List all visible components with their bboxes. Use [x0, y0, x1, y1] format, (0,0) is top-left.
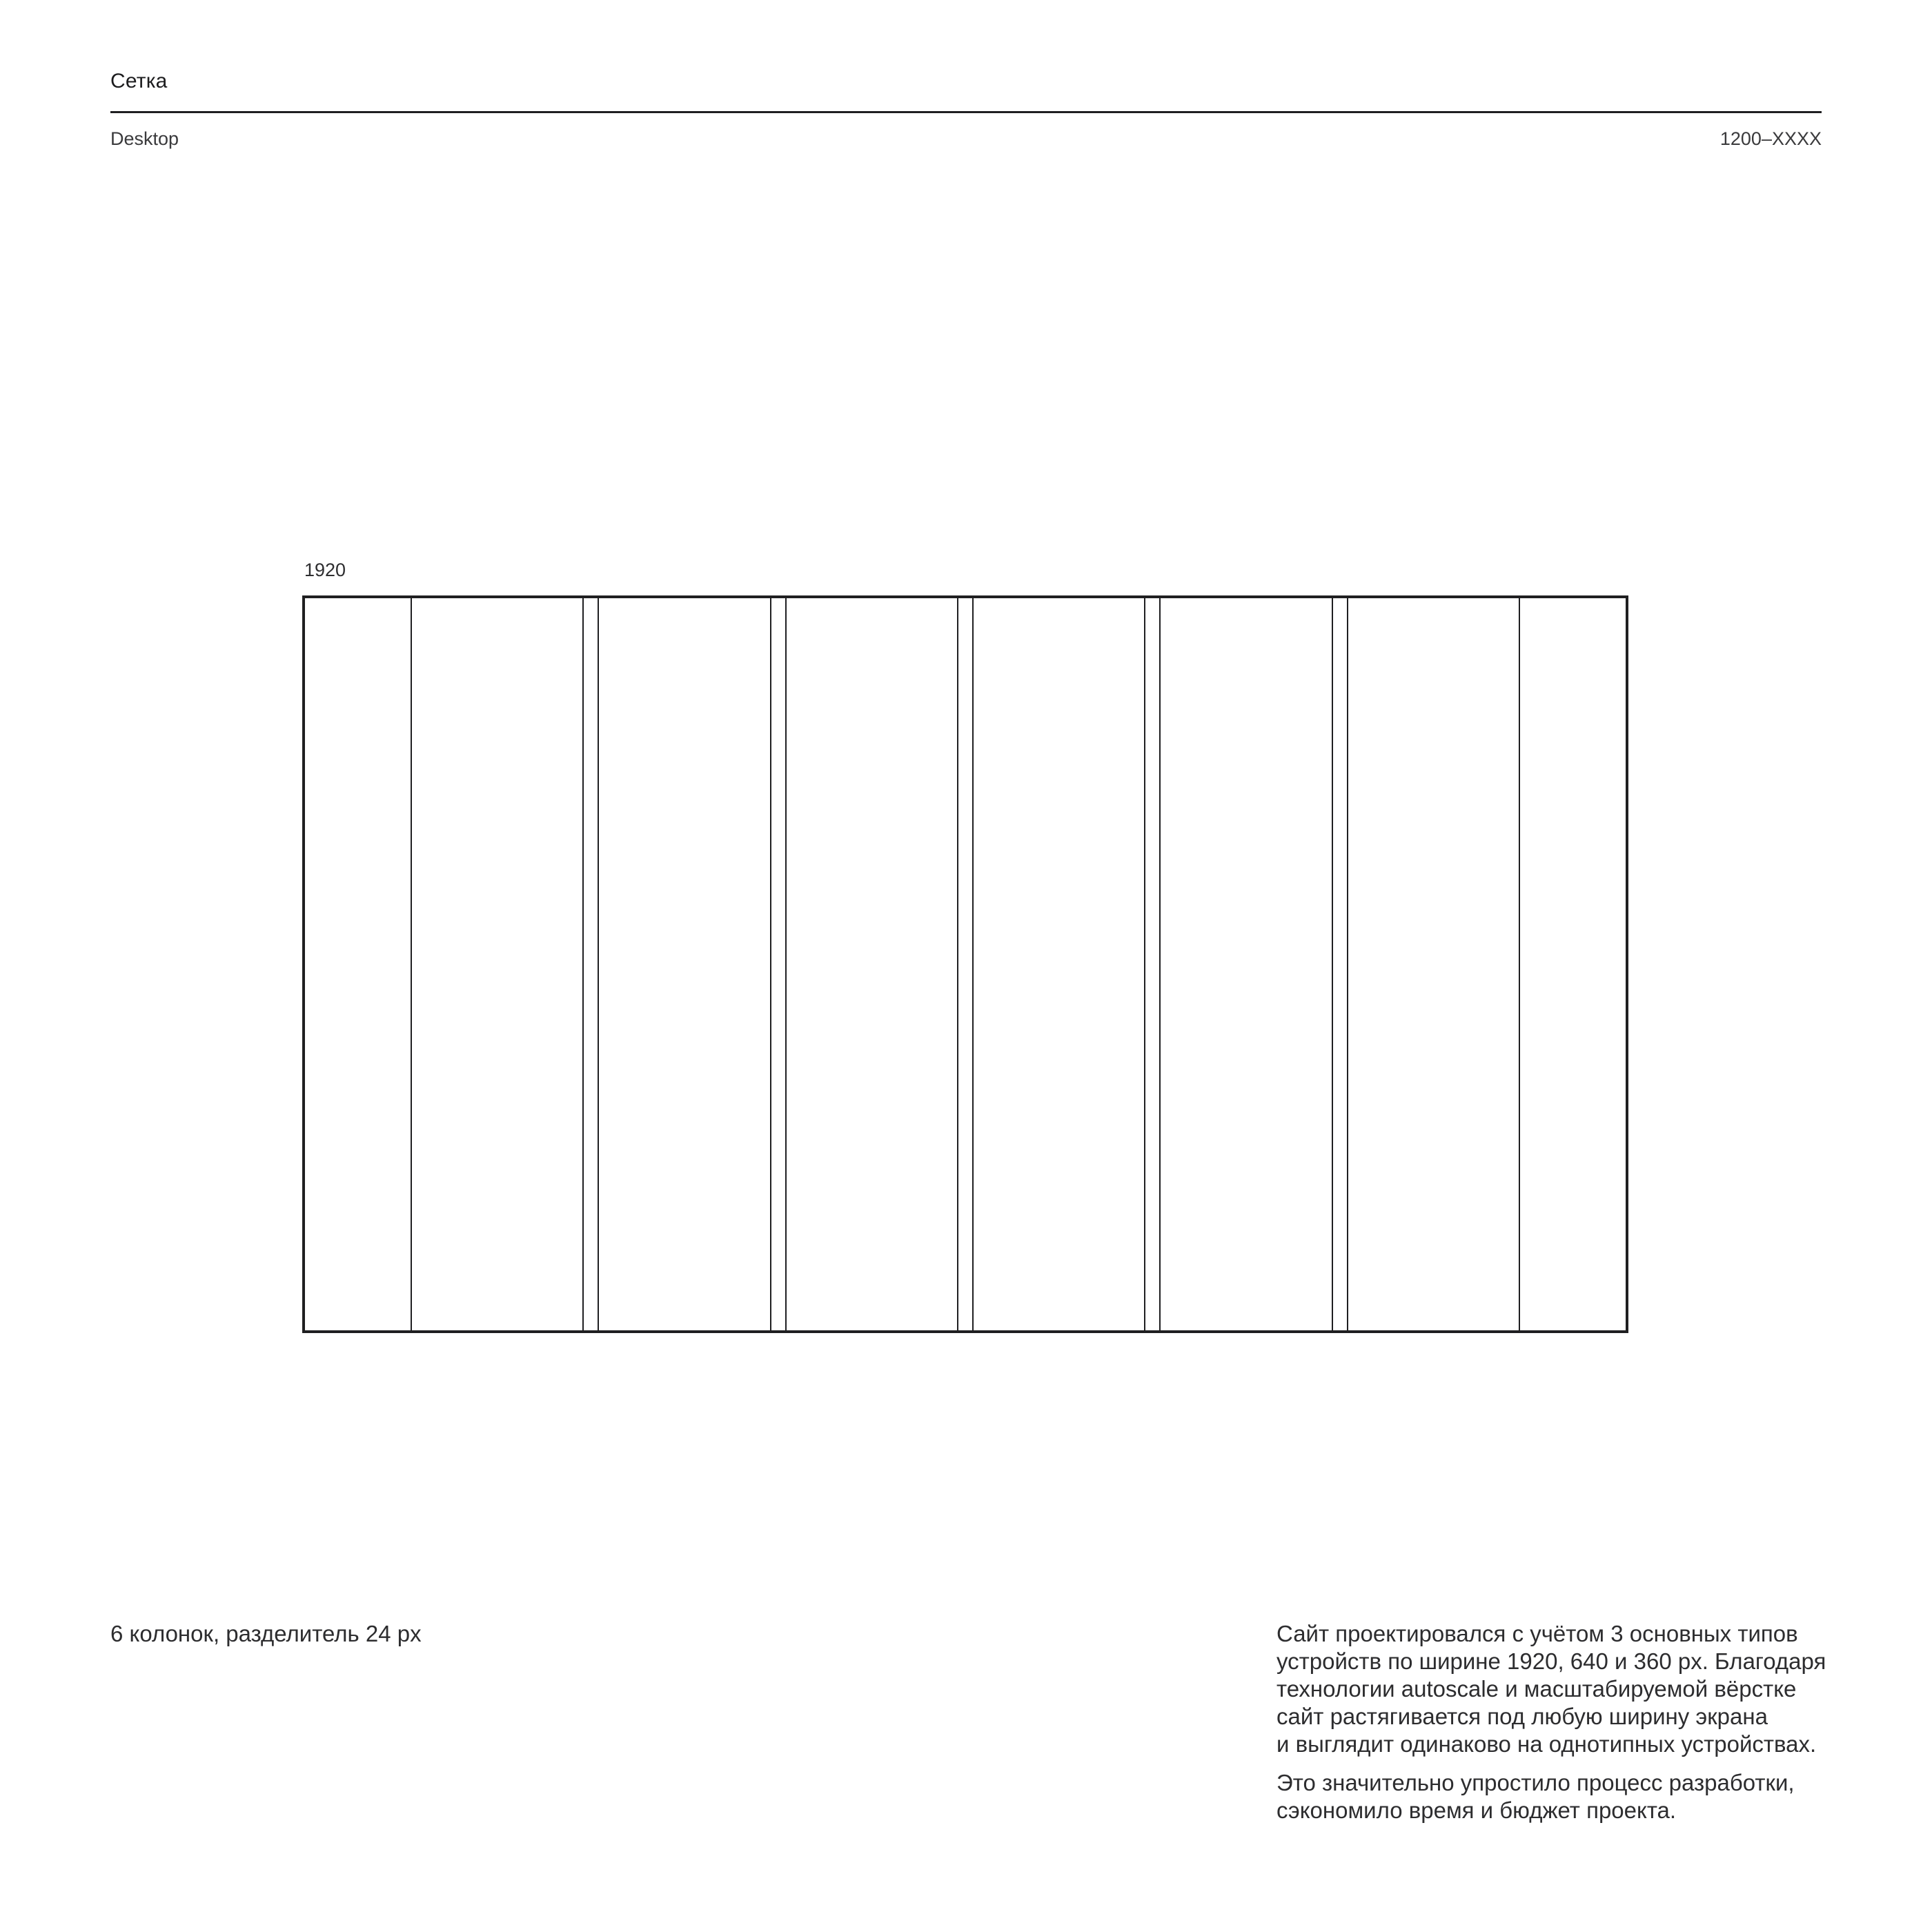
description-line: и выглядит одинаково на однотипных устройствах. [1276, 1731, 1817, 1757]
description-line: сэкономило время и бюджет проекта. [1276, 1797, 1677, 1823]
description-line: устройств по ширине 1920, 640 и 360 px. Благодаря [1276, 1648, 1826, 1674]
grid-gutter [582, 598, 599, 1330]
description-paragraph [1276, 1620, 1849, 1758]
grid-column [412, 598, 582, 1330]
grid-gutter [957, 598, 974, 1330]
header-divider [110, 111, 1822, 113]
grid-column [1348, 598, 1519, 1330]
page-title: Сетка [110, 70, 168, 92]
grid-width-label: 1920 [304, 560, 346, 580]
grid-gutter [770, 598, 787, 1330]
grid-diagram [302, 595, 1628, 1333]
grid-caption: 6 колонок, разделитель 24 px [110, 1621, 422, 1646]
description-text-block [1276, 1620, 1849, 1824]
grid-column [1161, 598, 1331, 1330]
grid-margin-left [305, 598, 412, 1330]
description-line: сайт растягивается под любую ширину экрана [1276, 1704, 1768, 1729]
grid-column [599, 598, 769, 1330]
description-line: Сайт проектировался с учётом 3 основных типов [1276, 1621, 1798, 1646]
grid-column [974, 598, 1144, 1330]
device-type-label: Desktop [110, 128, 179, 149]
description-line: технологии autoscale и масштабируемой вёрстке [1276, 1676, 1797, 1702]
meta-row [110, 128, 1822, 149]
description-paragraph [1276, 1769, 1849, 1824]
grid-gutter [1144, 598, 1161, 1330]
grid-margin-right [1519, 598, 1626, 1330]
breakpoint-range-label: 1200–XXXX [1719, 128, 1822, 149]
grid-gutter [1332, 598, 1348, 1330]
description-line: Это значительно упростило процесс разработки, [1276, 1770, 1795, 1795]
grid-column [787, 598, 957, 1330]
